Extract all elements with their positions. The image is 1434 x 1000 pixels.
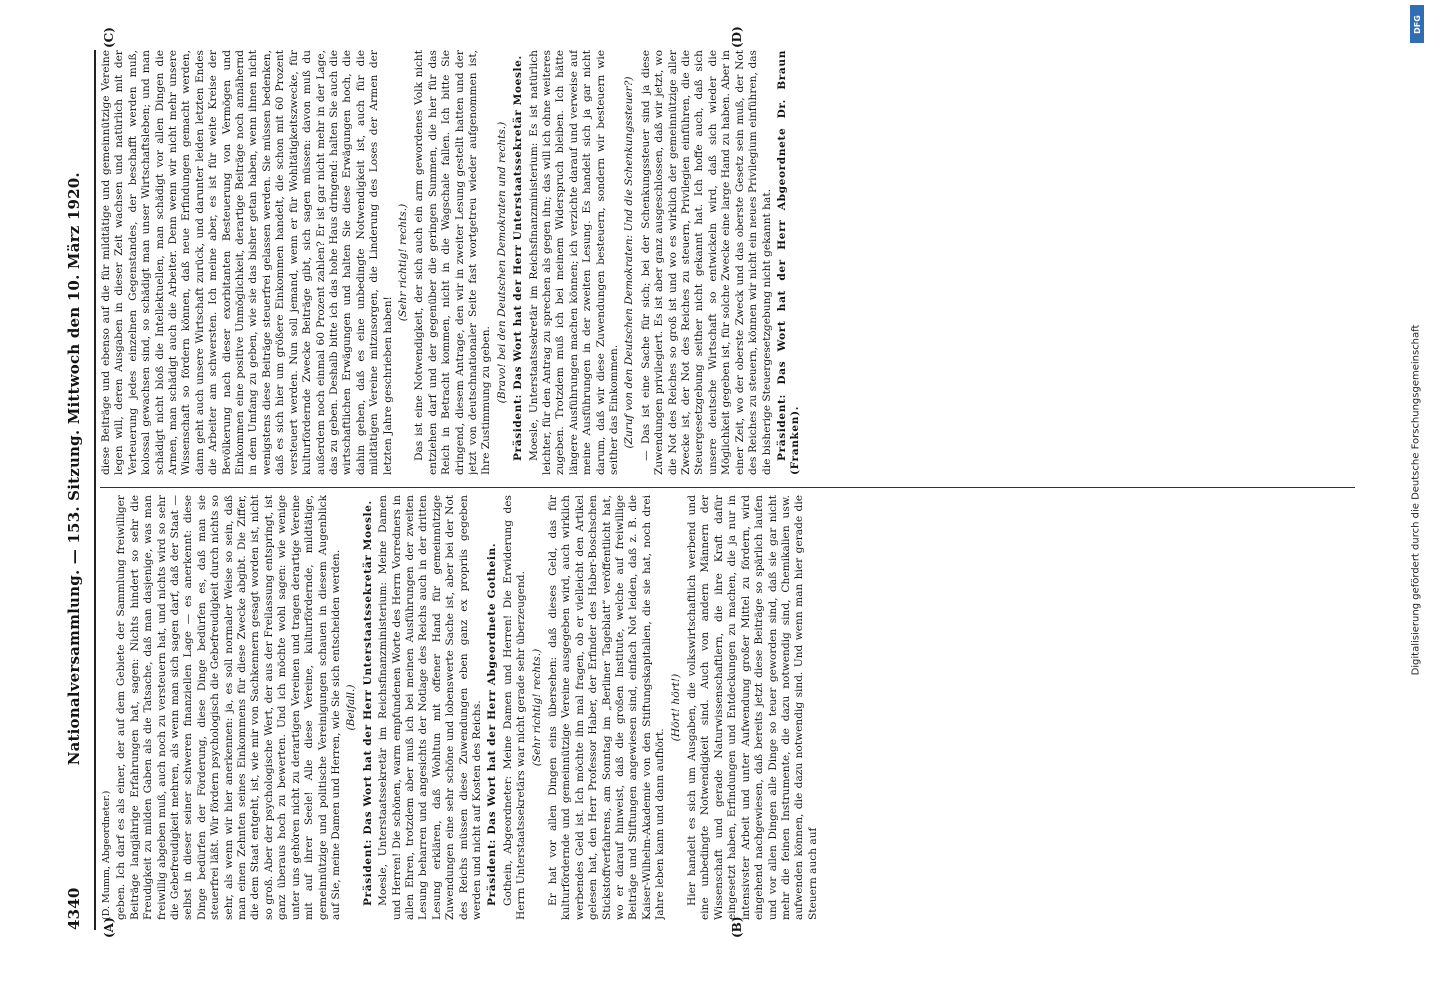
paragraph: diese Beiträge und ebenso auf die für mildtätige und gemeinnützige Vereine legen will, deren Ausgaben in dieser Zeit wachsen und natürlich mit der Verteuerung jedes einzelnen Gegenstandes, der beschafft werden muß, kolossal gewachsen sind, so schädigt man unser Wirtschaftsleben; und man schädigt nicht bloß die Intellektuellen, man schädigt vor allen Dingen die Armen, man schädigt auch die Arbeiter. Denn wenn wir nicht mehr unsere Wissenschaft so fördern können, daß neue Erfindungen gemacht werden, dann geht auch unsere Wirtschaft zurück, und darunter leiden letzten Endes die Arbeiter am schwersten. Ich meine aber, es ist für weite Kreise der Bevölkerung nach dieser exorbitanten Besteuerung von Vermögen und Einkommen eine positive Unmöglichkeit, derartige Beiträge noch annähernd in dem Umfang zu geben, wie sie das bisher getan haben, wenn ihnen nicht wenigstens diese Beiträge steuerfrei gelassen werden. Sie müssen bedenken, daß es sich hier um größere Einkommen handelt, die schon mit 60 Prozent versteuert werden. Nun soll jemand, wenn er für Wohltätigkeitszwecke, für kulturfördernde Zwecke Beiträge gibt, sich sagen müssen: davon muß du außerdem noch einmal 60 Prozent zahlen? Er ist gar nicht mehr in der Lage, das zu geben. Deshalb bitte ich das hohe Haus dringend: halten Sie auch die wirtschaftlichen Erwägungen und halten Sie diese Erwägungen hoch, die dahin gehen, daß es eine unbedingte Notwendigkeit ist, auch für die mildtätigen Vereine mitzusorgen, die Linderung des Loses der Armen der letzten Jahre geschrieben haben! [100, 50, 394, 475]
margin-marker-d: (D) [730, 26, 744, 48]
paragraph: — Das ist eine Sache für sich; bei der Schenkungssteuer sind ja diese Zuwendungen privilegiert. Es ist aber ganz ausgeschlossen, daß wir jetzt, wo die Not des Reiches so groß ist und wo es wirklich der gemeinnützige aller Zwecke ist, der Not des Reiches zu steuern, Privilegien einführen, die die Steuergesetzgebung seither nicht gekannt hat. Ich hoffe auch, daß sich unsere deutsche Wirtschaft so entwickeln wird, daß sich wieder die Möglichkeit gegeben ist, für solche Zwecke eine large Hand zu haben. Aber in einer Zeit, wo der oberste Zweck und das oberste Gesetz sein muß, der Not des Reiches zu steuern, können wir nicht ein neues Privilegium einführen, das die bisherige Steuergesetzgebung nicht gekannt hat. [639, 50, 773, 475]
gothein-speech: Gothein, Abgeordneter: Meine Damen und Herren! Die Erwiderung des Herrn Unterstaatssekretärs war nicht gerade sehr überzeugend. [501, 495, 528, 920]
interjection: (Bravo! bei den Deutschen Demokraten und rechts.) [495, 121, 508, 404]
paragraph: Hier handelt es sich um Ausgaben, die volkswirtschaftlich werbend und eine unbedingte Notwendigkeit sind. Auch von andern Männern der Wissenschaft und gerade Naturwissenschaftlern, die ihre Kraft dafür eingesetzt haben, Erfindungen und Entdeckungen zu machen, die ja nur in intensivster Arbeit und unter Aufwendung großer Mittel zu fördern, wird eingehend nachgewiesen, daß bereits jetzt diese Beiträge so spärlich laufen und vor allen Dingen alle Dinge so teuer geworden sind, daß sie gar nicht mehr die feinen Instrumente, die dazu notwendig sind, Chemikalien usw. aufwenden können, die dazu notwendig sind. Und wenn man hier gerade die Steuern auch auf [686, 495, 819, 920]
interjection: (Zuruf von den Deutschen Demokraten: Und die Schenkungssteuer?) [623, 76, 636, 449]
president-remark: Präsident: Das Wort hat der Herr Abgeordnete Gothein. [486, 542, 499, 906]
interjection: (Sehr richtig! rechts.) [396, 203, 409, 322]
margin-marker-b: (B) [730, 916, 744, 938]
page-number: 4340 [65, 887, 83, 930]
margin-marker-a: (A) [102, 917, 116, 938]
president-remark: Präsident: Das Wort hat der Herr Abgeordnete Dr. Braun (Franken). [775, 50, 802, 475]
funding-credit: Digitalisierung gefördert durch die Deutsche Forschungsgemeinschaft [1410, 324, 1422, 676]
header-rule [94, 50, 96, 930]
dfg-logo: DFG [1410, 5, 1424, 43]
left-column [100, 495, 1370, 920]
margin-marker-c: (C) [102, 27, 116, 48]
paragraph: Das ist eine Notwendigkeit, der sich auch ein arm gewordenes Volk nicht entziehen darf und der gegenüber die geringen Summen, die hier für das Reich in Betracht kommen, nicht in die Wagschale fallen. Ich bitte Sie dringend, diesem Antrage, den wir in zweiter Lesung gestellt hatten und der jetzt von deutschnationaler Seite fast wortgetreu wieder aufgenommen ist, Ihre Zustimmung zu geben. [413, 50, 493, 475]
right-column [100, 50, 1370, 475]
interjection: (Hört! hört!) [669, 673, 682, 742]
page-header [65, 50, 89, 930]
president-remark: Präsident: Das Wort hat der Herr Unterstaatssekretär Moesle. [512, 55, 525, 461]
paragraph: geben. Ich darf es als einer, der auf dem Gebiete der Sammlung freiwilliger Beiträge langjährige Erfahrungen hat, sagen: Nichts hindert so sehr die Freudigkeit zu milden Gaben als die Tatsache, daß man dasjenige, was man freiwillig abgeben muß, auch noch zu versteuern hat, und nichts wird so sehr die Gebefreudigkeit mehren, als wenn man sich sagen darf, daß der Staat — selbst in dieser seiner schweren finanziellen Lage — es anerkennt: diese Dinge bedürfen der Förderung, diese Dinge bedürfen es, daß man sie steuerfrei läßt. Wir fördern psychologisch die Gebefreudigkeit durch nichts so sehr, als wenn wir hier anerkennen: ja, es soll normaler Weise so sein, daß man einen Zehnten seines Einkommens für diese Zwecke abgibt. Die Ziffer, die dem Staat entgeht, ist, wie mir von Sachkennern gesagt worden ist, nicht so groß. Aber der psychologische Wert, der aus der Freilassung entspringt, ist ganz überaus hoch zu bewerten. Und ich möchte wohl sagen: wie wenige unter uns gehören nicht zu derartigen Vereinen und tragen derartige Vereine mit auf ihrer Seele! Alle diese Vereine, kulturfördernde, mildtätige, gemeinnützige und politische Vereinigungen schauen in diesem Augenblick auf Sie, meine Damen und Herren, wie Sie sich entscheiden werden. [115, 495, 342, 920]
president-remark: Präsident: Das Wort hat der Herr Unterstaatssekretär Moesle. [361, 500, 374, 906]
speaker-continuation: (D. Mumm, Abgeordneter.) [101, 790, 112, 920]
interjection: (Sehr richtig! rechts.) [530, 648, 543, 767]
moesle-speech: Moesle, Unterstaatssekretär im Reichsfinanzministerium: Meine Damen und Herren! Die schönen, warm empfundenen Worte des Herrn Vorredners in allen Ehren, trotzdem aber muß ich bei meinen Ausführungen der zweiten Lesung beharren und angesichts der Notlage des Reichs auch in der dritten Lesung erklären, daß Wohltun mit offener Hand für gemeinnützige Zuwendungen eine sehr schöne und lobenswerte Sache ist, aber bei der Not des Reichs müssen diese Zuwendungen eben ganz ex propriis gegeben werden und nicht auf Kosten des Reichs. [377, 495, 483, 920]
column-divider [100, 487, 1355, 488]
paragraph: Er hat vor allen Dingen eins übersehen: daß dieses Geld, das für kulturfördernde und gemeinnützige Vereine ausgegeben wird, auch wirklich werbendes Geld ist. Ich möchte ihn mal fragen, ob er vielleicht den Artikel gelesen hat, den Herr Professor Haber, der Erfinder des Haber-Boschschen Stickstoffverfahrens, am Sonntag im „Berliner Tageblatt“ veröffentlicht hat, wo er darauf hinweist, daß die großen Institute, welche auf freiwillige Beiträge und Stiftungen angewiesen sind, einfach Not leiden, daß z. B. die Kaiser-Wilhelm-Akademie von den Stiftungskapitalien, die sie hat, noch drei Jahre leben kann und dann aufhört. [547, 495, 667, 920]
interjection: (Beifall.) [345, 684, 358, 731]
moesle-speech: Moesle, Unterstaatssekretär im Reichsfinanzministerium: Es ist natürlich leichter, für den Antrag zu sprechen als gegen ihn; das will ich ohne weiteres zugeben. Trotzdem muß ich bei meinem Widerspruch bleiben. Ich hätte längere Ausführungen machen können; ich verzichte darauf und verweise auf meine Ausführungen in der zweiten Lesung. Es handelt sich ja gar nicht darum, daß wir diese Zuwendungen besteuern, sondern wir besteuern wie seither das Einkommen. [527, 50, 621, 475]
running-title: Nationalversammlung. — 153. Sitzung. Mittwoch den 10. März 1920. [65, 172, 83, 766]
